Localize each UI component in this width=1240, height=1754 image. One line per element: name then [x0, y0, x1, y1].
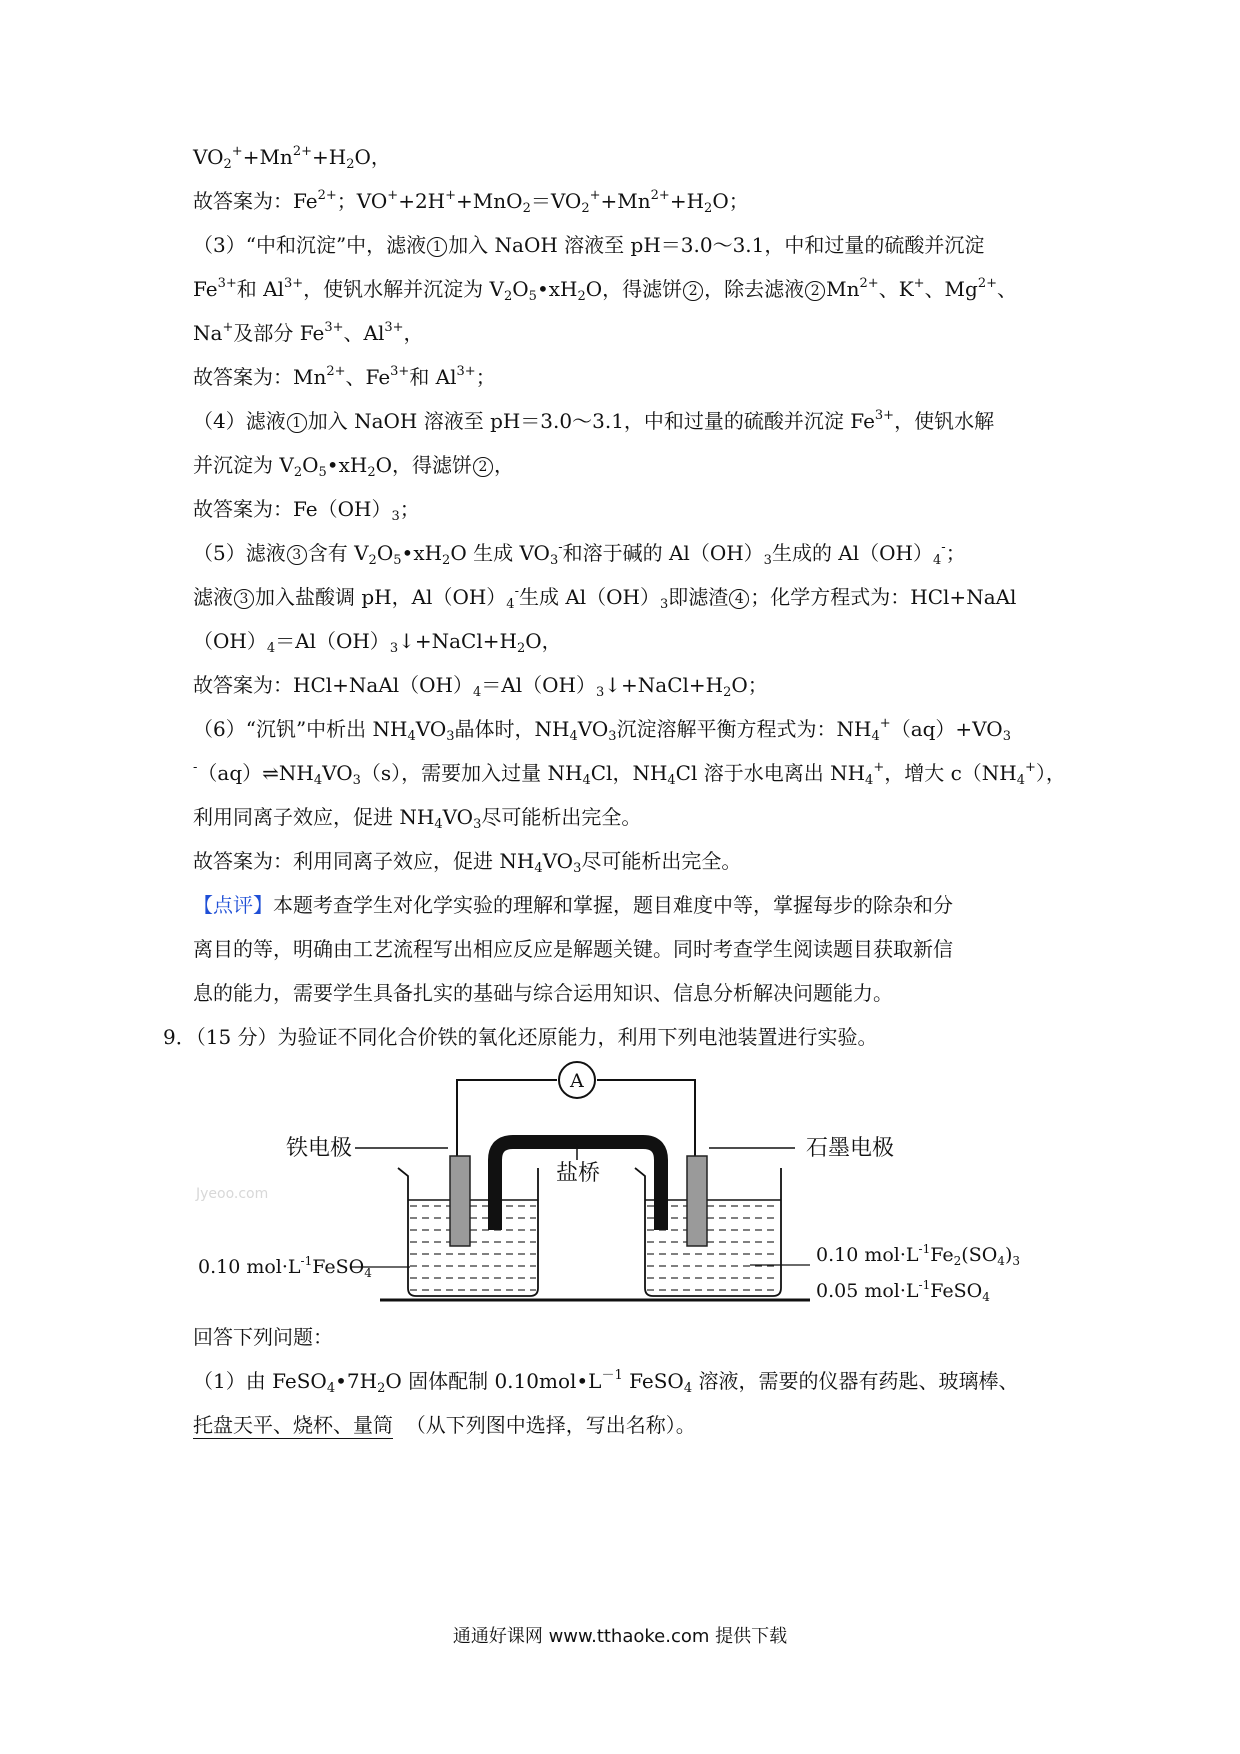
- right-solution-label-2: 0.05 $mol\cdot L^{-1}FeSO_4$: [816, 1278, 990, 1304]
- answer-line: 故答案为：$Fe(OH)_3$；: [193, 497, 420, 524]
- comment-line: 【点评】本题考查学生对化学实验的理解和掌握，题目难度中等，掌握每步的除杂和分: [193, 893, 953, 917]
- text-line: $Fe^{3+}$和 $Al^{3+}$，使钒水解并沉淀为 $V_2O_5•xH_2O$，得滤饼 2 ，除去滤液 2 $Mn^{2+}$、K+、$Mg^{2+}$、: [193, 276, 1018, 304]
- salt-bridge: [495, 1142, 661, 1230]
- text-line: Na+及部分 $Fe^{3+}$、$Al^{3+}$，: [193, 320, 424, 345]
- circled-number: 2: [683, 281, 703, 301]
- text-line: （6）“沉钒”中析出 $NH_4VO_3$晶体时，$NH_4VO_3$沉淀溶解平衡方程式为：$NH_4^+(aq)+VO_3$: [193, 716, 1011, 744]
- text-line: （5）滤液 3 含有 $V_2O_5•xH_2O$ 生成 $VO_3^-$和溶于碱的 $Al(OH)_3$生成的 $Al(OH)_4^-$；: [193, 540, 966, 568]
- answer-underline: 托盘天平、烧杯、量筒: [193, 1413, 393, 1437]
- circled-number: 1: [287, 413, 307, 433]
- right-solution-label-1: 0.10 $mol\cdot L^{-1}Fe_2(SO_4)_3$: [816, 1242, 1020, 1268]
- galvanic-cell-diagram: [190, 1060, 1020, 1320]
- answer-line: 故答案为：$HCl+NaAl(OH)_4=Al(OH)_3↓+NaCl+H_2O$；: [193, 673, 768, 700]
- iron-electrode: [450, 1156, 470, 1246]
- page-footer: 通通好课网 www.tthaoke.com 提供下载: [452, 1626, 788, 1647]
- text-line: 滤液 3 加入盐酸调 pH，$Al(OH)_4^-$生成 $Al(OH)_3$即滤渣 4 ；化学方程式为：HCl+NaAl: [193, 584, 1017, 612]
- text-line: （1）由 $FeSO_4•7H_2O$ 固体配制 $0.10mol•L^{-1}$ FeSO$_4$ 溶液，需要的仪器有药匙、玻璃棒、: [193, 1368, 1019, 1396]
- circled-number: 2: [473, 457, 493, 477]
- text-line: $^-(aq)\rightleftharpoons NH_4VO_3(s)$，需要加入过量 $NH_4Cl$，$NH_4Cl$ 溶于水电离出 $NH_4^+$，增大 $c(NH_4^+)$，: [193, 760, 1066, 788]
- graphite-electrode-label: 石墨电极: [806, 1136, 895, 1161]
- comment-line: 离目的等，明确由工艺流程写出相应反应是解题关键。同时考查学生阅读题目获取新信: [193, 937, 953, 961]
- circled-number: 4: [729, 589, 749, 609]
- text-line: 利用同离子效应，促进 $NH_4VO_3$尽可能析出完全。: [193, 805, 642, 832]
- left-solution-label: 0.10 $mol\cdot L^{-1}FeSO_4$: [198, 1254, 372, 1280]
- ammeter-label: A: [570, 1070, 584, 1092]
- text-line: （3）“中和沉淀”中，滤液 1 加入 NaOH 溶液至 pH＝3.0～3.1，中和过量的硫酸并沉淀: [193, 233, 985, 257]
- comment-label: 【点评】: [193, 893, 273, 917]
- text-line: （4）滤液 1 加入 NaOH 溶液至 pH＝3.0～3.1，中和过量的硫酸并沉淀 $Fe^{3+}$，使钒水解: [193, 408, 995, 433]
- circled-number: 3: [287, 545, 307, 565]
- circled-number: 1: [427, 237, 447, 257]
- left-solution: [410, 1206, 536, 1290]
- text-line: 回答下列问题：: [193, 1325, 333, 1349]
- graphite-electrode: [687, 1156, 707, 1246]
- salt-bridge-label: 盐桥: [556, 1161, 601, 1186]
- watermark: Jyeoo.com: [196, 1186, 269, 1202]
- answer-line: 故答案为：利用同离子效应，促进 $NH_4VO_3$尽可能析出完全。: [193, 849, 742, 876]
- answer-line: 故答案为：$Fe^{2+}$；$VO^++2H^++MnO_2=VO_2^++Mn^{2+}+H_2O$；: [193, 188, 749, 216]
- text-line: $(OH)_4=Al(OH)_3↓+NaCl+H_2O$，: [193, 629, 562, 656]
- iron-electrode-label: 铁电极: [286, 1136, 353, 1161]
- circled-number: 3: [234, 589, 254, 609]
- comment-line: 息的能力，需要学生具备扎实的基础与综合运用知识、信息分析解决问题能力。: [193, 981, 893, 1005]
- text-line: $VO_2^++Mn^{2+}+H_2O$，: [193, 144, 391, 172]
- circled-number: 2: [805, 281, 825, 301]
- question-title: 9．（15 分）为验证不同化合价铁的氧化还原能力，利用下列电池装置进行实验。: [163, 1025, 878, 1049]
- text-line: 托盘天平、烧杯、量筒 （从下列图中选择，写出名称）。: [193, 1413, 696, 1437]
- text-line: 并沉淀为 $V_2O_5•xH_2O$，得滤饼 2 ，: [193, 453, 514, 480]
- answer-line: 故答案为：$Mn^{2+}$、$Fe^{3+}$和 $Al^{3+}$；: [193, 364, 496, 389]
